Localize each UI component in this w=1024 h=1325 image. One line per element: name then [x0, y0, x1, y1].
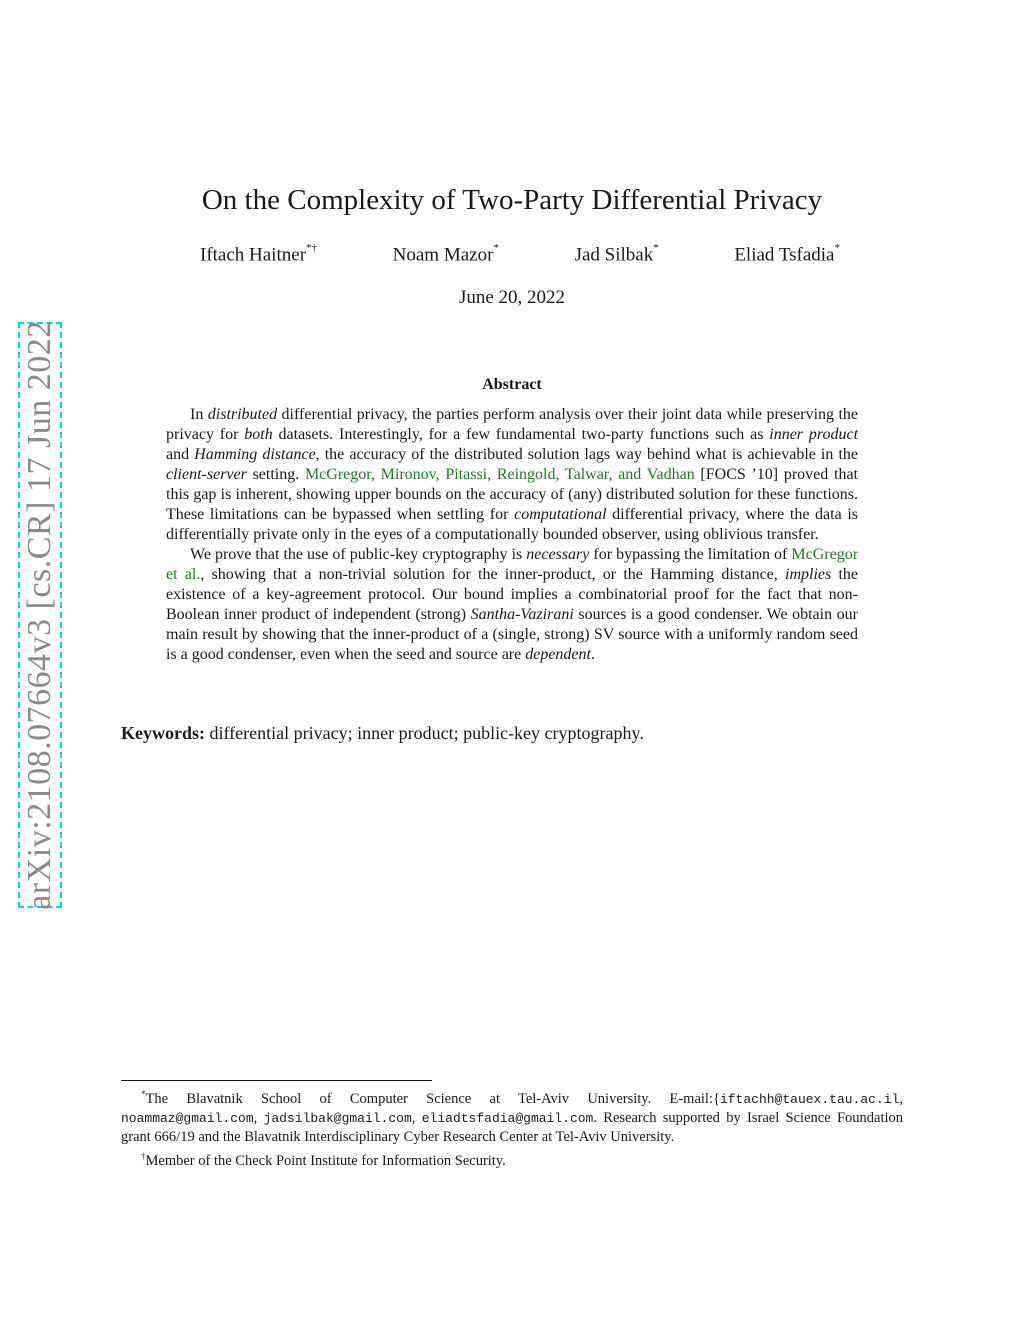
emphasis: implies [785, 566, 832, 583]
paper-title: On the Complexity of Two-Party Differential Privacy [201, 184, 823, 216]
text: . Research supported by Israel Science Foundation grant 666/19 and the Blavatnik Interdisciplinary Cyber Research Center at Tel-Aviv University. [121, 1109, 904, 1145]
author-affiliation-mark: *† [306, 242, 318, 254]
author-affiliation-mark: * [493, 242, 499, 254]
emphasis: client-server [166, 466, 247, 483]
author-name: Eliad Tsfadia [734, 244, 835, 266]
author [734, 244, 840, 266]
text: . [590, 646, 595, 663]
keywords [121, 723, 903, 744]
email-address[interactable]: eliadtsfadia@gmail.com [421, 1110, 594, 1126]
arxiv-identifier-stamp [18, 322, 62, 908]
author-name: Noam Mazor [392, 244, 494, 266]
citation-link[interactable]: McGregor et al. [166, 546, 859, 583]
text: sources is a good condenser. We obtain our main result by showing that the inner-product of a (single, strong) SV source with a uniformly random seed is a good condenser, even when the seed and source are [166, 606, 859, 663]
arxiv-identifier-text: arXiv:2108.07664v3 [cs.CR] 17 Jun 2022 [21, 320, 58, 910]
publication-date: June 20, 2022 [458, 287, 566, 308]
footnote [121, 1085, 903, 1147]
emphasis: inner product [769, 426, 859, 443]
emphasis: dependent [525, 646, 591, 663]
footnote-divider [121, 1080, 432, 1081]
separator: , [411, 1109, 422, 1126]
abstract-paragraph [166, 545, 858, 665]
text: , showing that a non-trivial solution for the inner-product, or the Hamming distance, [200, 566, 786, 583]
author-name: Iftach Haitner [200, 244, 307, 266]
text: differential privacy, where the data is differentially private only in the eyes of a computationally bounded observer, using oblivious transfer. [166, 506, 858, 543]
author-affiliation-mark: * [653, 242, 659, 254]
footnote-mark: † [141, 1150, 146, 1161]
abstract-heading: Abstract [482, 376, 542, 393]
emphasis: both [244, 426, 273, 443]
emphasis: computational [514, 506, 607, 523]
email-address[interactable]: noammaz@gmail.com [121, 1110, 254, 1126]
text: datasets. Interestingly, for a few fundamental two-party functions such as [272, 426, 770, 443]
separator: , [899, 1090, 903, 1107]
emphasis: necessary [526, 546, 590, 563]
text: for bypassing the limitation of [589, 546, 792, 563]
citation-link[interactable]: McGregor, Mironov, Pitassi, Reingold, Talwar, and Vadhan [304, 466, 695, 483]
emphasis: Santha-Vazirani [470, 606, 574, 623]
text: and [166, 446, 195, 463]
footnotes [121, 1085, 903, 1171]
text: The Blavatnik School of Computer Science at Tel-Aviv University. E-mail:{ [145, 1090, 720, 1107]
author [393, 244, 499, 266]
text: In [190, 406, 208, 423]
abstract-paragraph [166, 405, 858, 545]
author-affiliation-mark: * [834, 242, 840, 254]
text: setting. [246, 466, 305, 483]
emphasis: distributed [207, 406, 278, 423]
text: [FOCS ’10] proved that this gap is inherent, showing upper bounds on the accuracy of (any) distributed solution for these functions. These limitations can be bypassed when settling for [166, 466, 858, 523]
footnote-mark: * [141, 1089, 146, 1099]
keywords-label: Keywords: [121, 723, 205, 743]
author-list [200, 244, 840, 266]
text: differential privacy, the parties perform analysis over their joint data while preserving the privacy for [166, 406, 859, 443]
abstract-body [166, 405, 858, 665]
text: We prove that the use of public-key cryptography is [190, 546, 527, 563]
separator: , [253, 1109, 264, 1126]
email-address[interactable]: jadsilbak@gmail.com [263, 1110, 412, 1126]
author [200, 244, 317, 266]
text: the existence of a key-agreement protocol. Our bound implies a combinatorial proof for the fact that non-Boolean inner product of independent (strong) [166, 566, 859, 623]
text: , the accuracy of the distributed solution lags way behind what is achievable in the [315, 446, 858, 463]
author [575, 244, 659, 266]
emphasis: Hamming distance [194, 446, 316, 463]
text: Member of the Check Point Institute for Information Security. [145, 1152, 506, 1169]
author-name: Jad Silbak [574, 244, 654, 266]
keywords-text: differential privacy; inner product; public-key cryptography. [205, 723, 644, 743]
email-address[interactable]: iftachh@tauex.tau.ac.il [719, 1091, 900, 1107]
footnote [121, 1147, 903, 1171]
